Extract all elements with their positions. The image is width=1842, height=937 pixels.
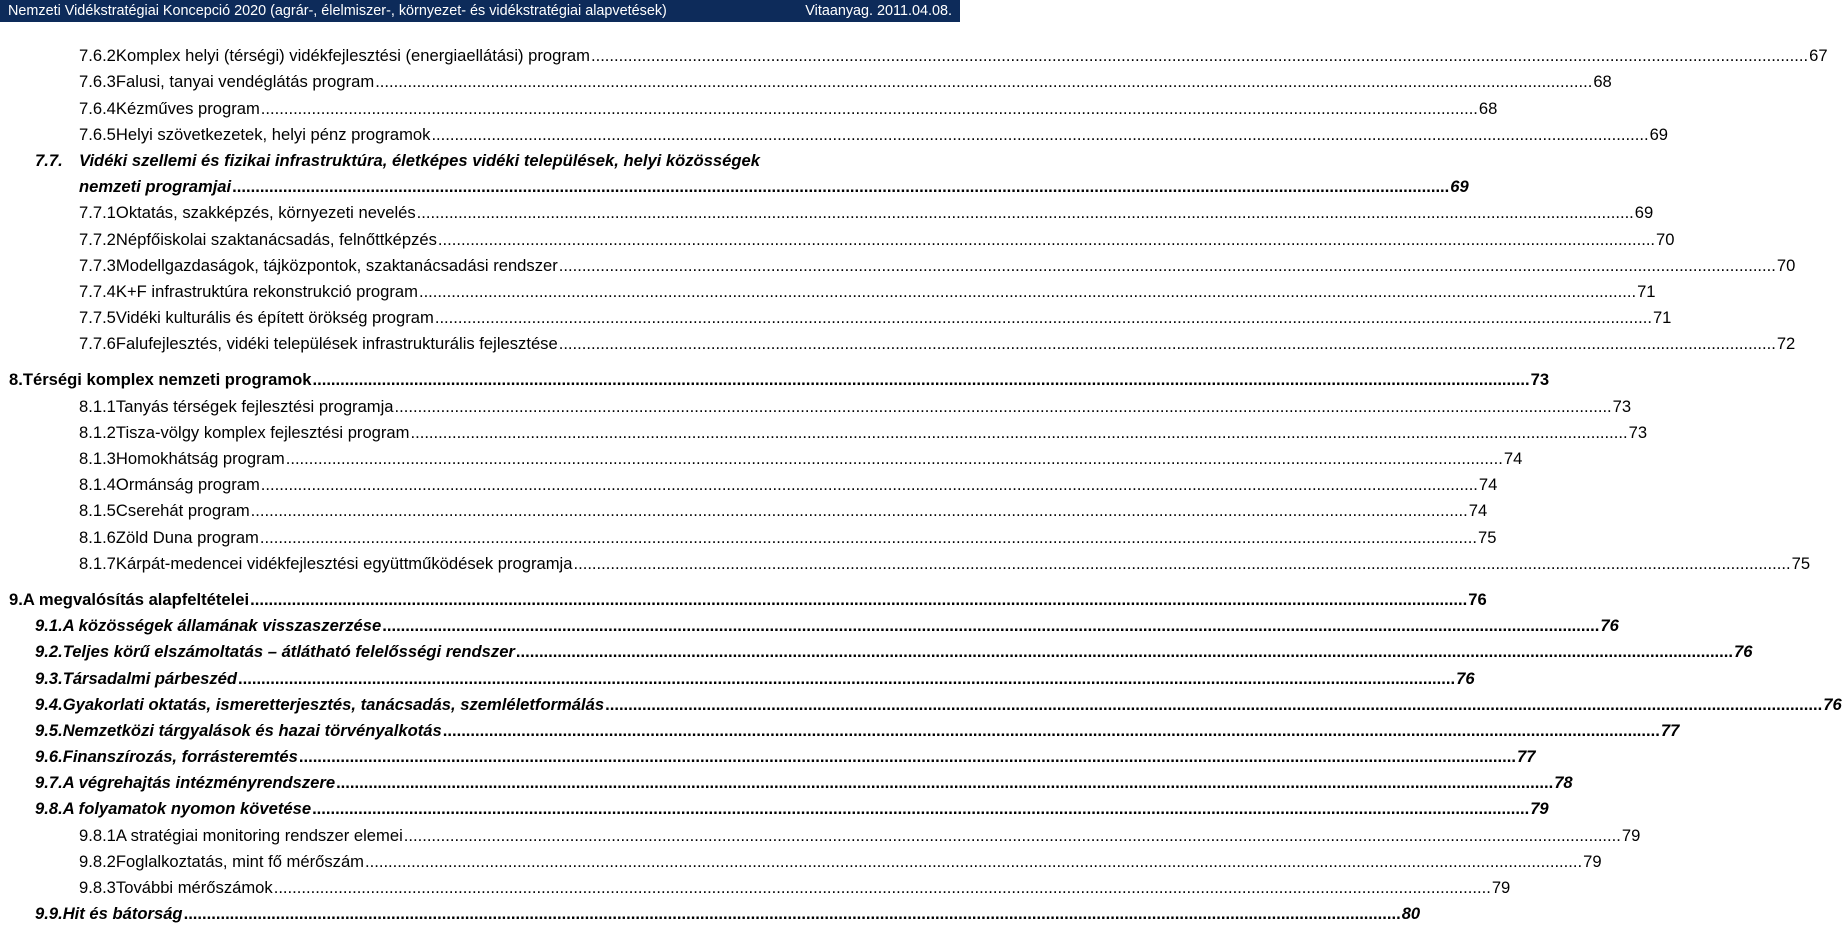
toc-entry[interactable] [0,662,1475,688]
toc-leader [438,230,1655,250]
toc-leader [261,99,1478,119]
toc-number: 9.9. [35,904,63,924]
toc-entry[interactable] [0,819,1641,845]
toc-leader [573,554,1790,574]
toc-page: 73 [1612,396,1632,416]
toc-title: Modellgazdaságok, tájközpontok, szaktanácsadási rendszer [115,255,558,275]
toc-page: 69 [1450,177,1469,197]
toc-page: 74 [1468,501,1488,521]
toc-title: Cserehát program [115,501,250,521]
toc-number: 8. [9,370,23,390]
toc-page: 75 [1791,553,1811,573]
toc-entry[interactable] [0,548,1811,574]
toc-title: Foglalkoztatás, mint fő mérőszám [115,851,364,871]
toc-leader [559,256,1776,276]
toc-entry[interactable] [0,390,1632,416]
table-of-contents [0,40,1842,924]
toc-number: 9.8. [35,799,63,819]
toc-number: 9.3. [35,668,63,688]
toc-entry[interactable] [0,584,1487,610]
toc-leader [591,46,1808,66]
toc-title: Kézműves program [115,98,260,118]
toc-entry[interactable] [0,302,1672,328]
toc-number: 8.1.4 [79,475,116,495]
toc-number: 7.7.3 [79,255,116,275]
toc-entry[interactable] [0,443,1523,469]
toc-entry[interactable] [0,417,1648,443]
toc-title: Homokhátság program [115,449,285,468]
toc-number: 7.7.4 [79,281,116,301]
toc-leader [435,308,1652,328]
toc-number: 9.1. [35,616,63,636]
toc-number: 7.6.3 [79,72,116,92]
toc-leader [516,642,1733,662]
toc-number: 9.8.1 [79,825,116,845]
toc-title: Teljes körű elszámoltatás – átlátható felelősségi rendszer [62,642,515,662]
toc-entry[interactable] [0,793,1549,819]
toc-title: Oktatás, szakképzés, környezeti nevelés [115,203,416,223]
toc-leader [274,878,1491,898]
toc-leader [250,590,1467,610]
toc-entry-continuation[interactable] [0,171,1469,197]
toc-leader [336,773,1553,793]
toc-title: Falufejlesztés, vidéki települések infrastrukturális fejlesztése [115,334,558,354]
toc-leader [375,72,1592,92]
toc-title: Gyakorlati oktatás, ismeretterjesztés, tanácsadás, szemléletformálás [62,694,605,714]
toc-page: 74 [1503,449,1523,468]
toc-leader [286,449,1503,469]
toc-title: A stratégiai monitoring rendszer elemei [115,825,403,845]
toc-title: Tanyás térségek fejlesztési programja [115,396,394,416]
toc-title: Finanszírozás, forrásteremtés [62,747,298,767]
toc-leader [312,799,1529,819]
toc-number: 7.6.4 [79,98,116,118]
toc-leader [431,125,1648,145]
toc-number: 8.1.6 [79,527,116,547]
toc-leader [410,423,1627,443]
toc-leader [365,852,1582,872]
toc-page: 70 [1776,255,1796,275]
toc-title: Ormánság program [115,475,260,495]
toc-number: 7.7.5 [79,308,116,328]
toc-page: 70 [1656,229,1675,249]
toc-number: 9.5. [35,720,63,740]
toc-title: Kárpát-medencei vidékfejlesztési együttműködések programja [115,553,573,573]
toc-title: K+F infrastruktúra rekonstrukció program [115,281,418,301]
toc-title: További mérőszámok [115,878,273,897]
toc-title: Népfőiskolai szaktanácsadás, felnőttképzés [115,229,437,249]
toc-page: 74 [1478,475,1498,495]
toc-title: Térségi komplex nemzeti programok [22,370,312,390]
toc-leader [312,370,1529,390]
toc-entry[interactable] [0,40,1828,66]
toc-number: 8.1.3 [79,449,116,468]
toc-number: 9.8.2 [79,851,116,871]
toc-number: 9.4. [35,694,63,714]
toc-number: 9.7. [35,773,63,793]
toc-entry[interactable] [0,364,1550,390]
toc-title: Társadalmi párbeszéd [62,668,237,688]
toc-entry[interactable] [0,328,1796,354]
toc-page: 73 [1530,370,1550,390]
toc-entry[interactable] [0,276,1656,302]
toc-title: A végrehajtás intézményrendszere [62,773,336,793]
toc-entry[interactable] [0,846,1602,872]
toc-entry[interactable] [0,66,1612,92]
toc-leader [395,397,1612,417]
toc-entry[interactable] [0,223,1675,249]
header-date: Vitaanyag. 2011.04.08. [805,3,952,19]
toc-page: 68 [1478,98,1498,118]
toc-title: A megvalósítás alapfeltételei [22,589,250,609]
toc-number: 8.1.2 [79,422,116,442]
toc-number: 7.7.1 [79,203,116,223]
toc-leader [232,177,1449,197]
toc-page: 68 [1593,72,1612,92]
toc-entry[interactable] [0,197,1654,223]
toc-number: 9.2. [35,642,63,662]
toc-number: 9.8.3 [79,878,116,897]
toc-title-continuation: nemzeti programjai [79,177,232,197]
toc-leader [419,282,1636,302]
toc-page: 77 [1516,747,1536,767]
toc-entry[interactable] [0,119,1669,145]
toc-title: Nemzetközi tárgyalások és hazai törvényalkotás [62,720,442,740]
toc-entry[interactable] [0,689,1842,715]
toc-entry[interactable] [0,145,960,171]
toc-page: 77 [1660,720,1680,740]
toc-leader [443,721,1660,741]
toc-page: 75 [1478,527,1497,547]
toc-leader [559,334,1776,354]
toc-title: Komplex helyi (térségi) vidékfejlesztési (energiaellátási) program [115,46,590,66]
toc-page: 71 [1652,308,1672,328]
toc-leader [184,904,1401,924]
toc-page: 79 [1583,851,1602,871]
toc-page: 76 [1600,616,1619,636]
toc-entry[interactable] [0,898,1421,924]
toc-number: 7.7.2 [79,229,116,249]
toc-number: 8.1.7 [79,553,116,573]
toc-page: 79 [1491,878,1511,897]
toc-leader [251,501,1468,521]
toc-entry[interactable] [0,610,1619,636]
toc-page: 76 [1734,642,1753,662]
toc-entry[interactable] [0,250,1796,276]
toc-title: Vidéki szellemi és fizikai infrastruktúra, életképes vidéki települések, helyi közösségek [79,150,760,170]
toc-number: 7.6.2 [79,46,116,66]
toc-number: 8.1.5 [79,501,116,521]
toc-leader [382,616,1599,636]
toc-page: 80 [1401,904,1421,924]
toc-number: 9. [9,589,23,609]
toc-leader [417,203,1634,223]
toc-entry[interactable] [0,767,1573,793]
toc-page: 78 [1554,773,1573,793]
toc-number: 7.6.5 [79,124,116,144]
toc-title: Vidéki kulturális és épített örökség program [115,308,434,328]
toc-number: 7.7.6 [79,334,116,354]
toc-entry[interactable] [0,521,1497,547]
toc-page: 79 [1530,799,1549,819]
toc-entry[interactable] [0,495,1488,521]
toc-number: 8.1.1 [79,396,116,416]
toc-title: Hit és bátorság [62,904,183,924]
toc-leader [404,826,1621,846]
page-header [0,0,960,22]
toc-entry[interactable] [0,741,1536,767]
toc-entry[interactable] [0,636,1753,662]
toc-page: 71 [1637,281,1656,301]
toc-number: 7.7. [35,150,63,170]
toc-page: 69 [1634,203,1654,223]
toc-title: Falusi, tanyai vendéglátás program [115,72,375,92]
toc-title: Helyi szövetkezetek, helyi pénz programok [115,124,431,144]
toc-page: 69 [1649,124,1669,144]
toc-leader [260,528,1477,548]
toc-entry[interactable] [0,469,1498,495]
toc-title: A közösségek államának visszaszerzése [62,616,382,636]
toc-page: 76 [1468,589,1487,609]
toc-leader [299,747,1516,767]
toc-title: A folyamatok nyomon követése [62,799,312,819]
toc-page: 79 [1621,825,1641,845]
toc-page: 72 [1776,334,1796,354]
toc-title: Zöld Duna program [115,527,259,547]
toc-number: 9.6. [35,747,63,767]
toc-title: Tisza-völgy komplex fejlesztési program [115,422,410,442]
toc-page: 73 [1628,422,1648,442]
toc-leader [261,475,1478,495]
toc-entry[interactable] [0,92,1498,118]
header-title: Nemzeti Vidékstratégiai Koncepció 2020 (agrár-, élelmiszer-, környezet- és vidékstratégiai alapvetések) [8,3,667,19]
toc-leader [238,669,1455,689]
toc-entry[interactable] [0,872,1511,898]
toc-page: 76 [1456,668,1475,688]
toc-entry[interactable] [0,715,1680,741]
toc-leader [605,695,1822,715]
toc-page: 67 [1809,46,1828,66]
toc-page: 76 [1823,694,1842,714]
